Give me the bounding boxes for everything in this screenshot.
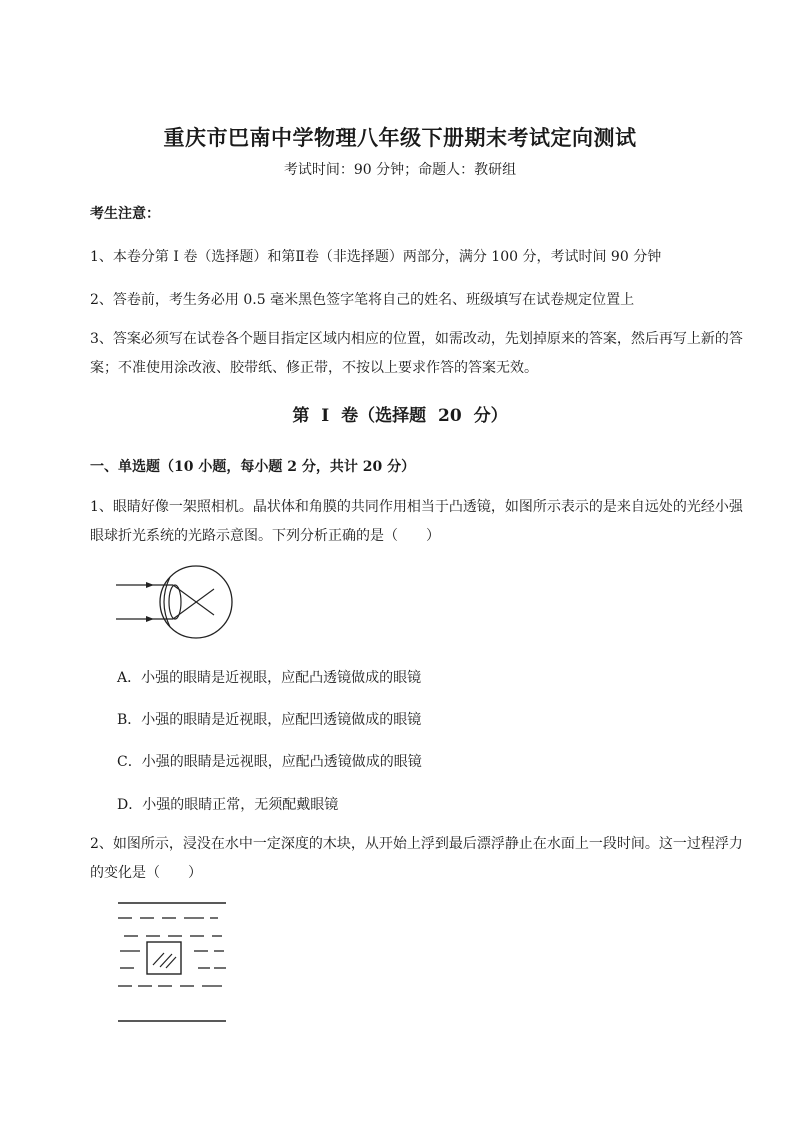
- option-d: D．小强的眼睛正常，无须配戴眼镜: [117, 797, 339, 813]
- eye-refraction-diagram-icon: [110, 565, 235, 645]
- notice-item: 3、答案必须写在试卷各个题目指定区域内相应的位置，如需改动，先划掉原来的答案，然后再写上新的答案；不准使用涂改液、胶带纸、修正带，不按以上要求作答的答案无效。: [90, 331, 743, 376]
- question-stem: 2、如图所示，浸没在水中一定深度的木块，从开始上浮到最后漂浮静止在水面上一段时间。这一过程浮力的变化是（ ）: [90, 836, 743, 881]
- notice-heading: 考生注意：: [90, 206, 160, 222]
- part-heading: 一、单选题（10 小题，每小题 2 分，共计 20 分）: [90, 459, 416, 475]
- option-a: A．小强的眼睛是近视眼，应配凸透镜做成的眼镜: [117, 670, 422, 686]
- question-stem: 1、眼睛好像一架照相机。晶状体和角膜的共同作用相当于凸透镜，如图所示表示的是来自远处的光经小强眼球折光系统的光路示意图。下列分析正确的是（ ）: [90, 499, 743, 544]
- option-b: B．小强的眼睛是近视眼，应配凹透镜做成的眼镜: [117, 712, 422, 728]
- exam-subtitle: 考试时间：90 分钟；命题人：教研组: [283, 162, 517, 178]
- section-title: 第 I 卷（选择题 20 分）: [292, 406, 508, 426]
- notice-item: 1、本卷分第 I 卷（选择题）和第Ⅱ卷（非选择题）两部分，满分 100 分，考试时间 90 分钟: [90, 249, 662, 265]
- notice-item: 2、答卷前，考生务必用 0.5 毫米黑色签字笔将自己的姓名、班级填写在试卷规定位置上: [90, 292, 635, 308]
- option-c: C．小强的眼睛是远视眼，应配凸透镜做成的眼镜: [117, 754, 422, 770]
- page-title: 重庆市巴南中学物理八年级下册期末考试定向测试: [163, 125, 637, 150]
- wooden-block-in-water-icon: [110, 893, 230, 1028]
